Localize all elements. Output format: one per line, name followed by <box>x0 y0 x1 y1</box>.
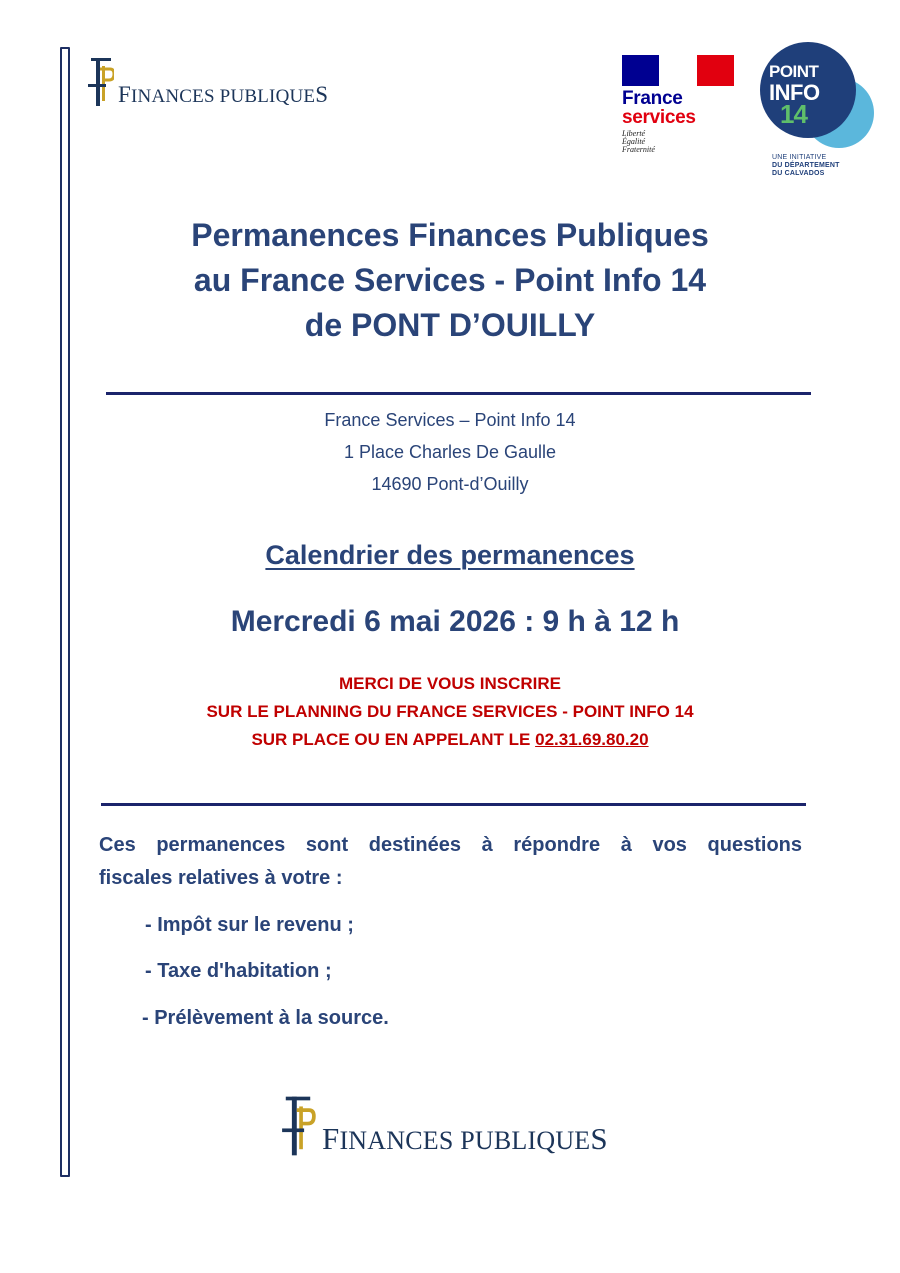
point-info-circle: POINT INFO 14 <box>760 42 856 138</box>
republic-motto: Liberté Égalité Fraternité <box>622 129 655 154</box>
finances-publiques-wordmark: FINANCES PUBLIQUES <box>118 82 329 107</box>
divider-bottom <box>101 803 806 806</box>
calendar-heading: Calendrier des permanences <box>265 540 635 570</box>
registration-notice: MERCI DE VOUS INSCRIRE SUR LE PLANNING DU FRANCE SERVICES - POINT INFO 14 SUR PLACE OU EN APPELANT LE 02.31.69.80.20 <box>206 674 694 749</box>
france-services-line1: France <box>622 88 683 109</box>
permanence-date: Mercredi 6 mai 2026 : 9 h à 12 h <box>230 605 680 638</box>
address-line: 1 Place Charles De Gaulle <box>343 442 557 462</box>
point-info-caption: UNE INITIATIVE DU DÉPARTEMENT DU CALVADOS <box>772 154 840 177</box>
finances-publiques-logo-top <box>88 55 328 109</box>
list-item: - Impôt sur le revenu ; <box>145 914 354 936</box>
page-border-bar <box>60 47 70 1177</box>
fp-monogram-icon <box>280 1093 316 1159</box>
france-services-line2: services <box>622 107 696 128</box>
list-item: - Prélèvement à la source. <box>142 1007 389 1029</box>
list-item: - Taxe d'habitation ; <box>145 960 332 982</box>
fp-monogram-icon <box>88 55 114 109</box>
intro-paragraph: Ces permanences sont destinées à répondre à vos questions fiscales relatives à votre : <box>99 834 802 889</box>
phone-number-link[interactable]: 02.31.69.80.20 <box>535 730 649 749</box>
address-block <box>250 404 650 500</box>
republic-flag-icon <box>622 55 734 86</box>
divider-top <box>106 392 811 395</box>
finances-publiques-wordmark: FINANCES PUBLIQUES <box>322 1121 608 1156</box>
france-services-logo <box>622 55 734 154</box>
point-info-14-logo <box>760 42 876 182</box>
finances-publiques-logo-bottom <box>280 1093 608 1159</box>
address-line: France Services – Point Info 14 <box>324 410 576 430</box>
page-title: Permanences Finances Publiques au France Services - Point Info 14 de PONT D’OUILLY <box>191 217 709 343</box>
address-line: 14690 Pont-d’Ouilly <box>371 474 529 494</box>
